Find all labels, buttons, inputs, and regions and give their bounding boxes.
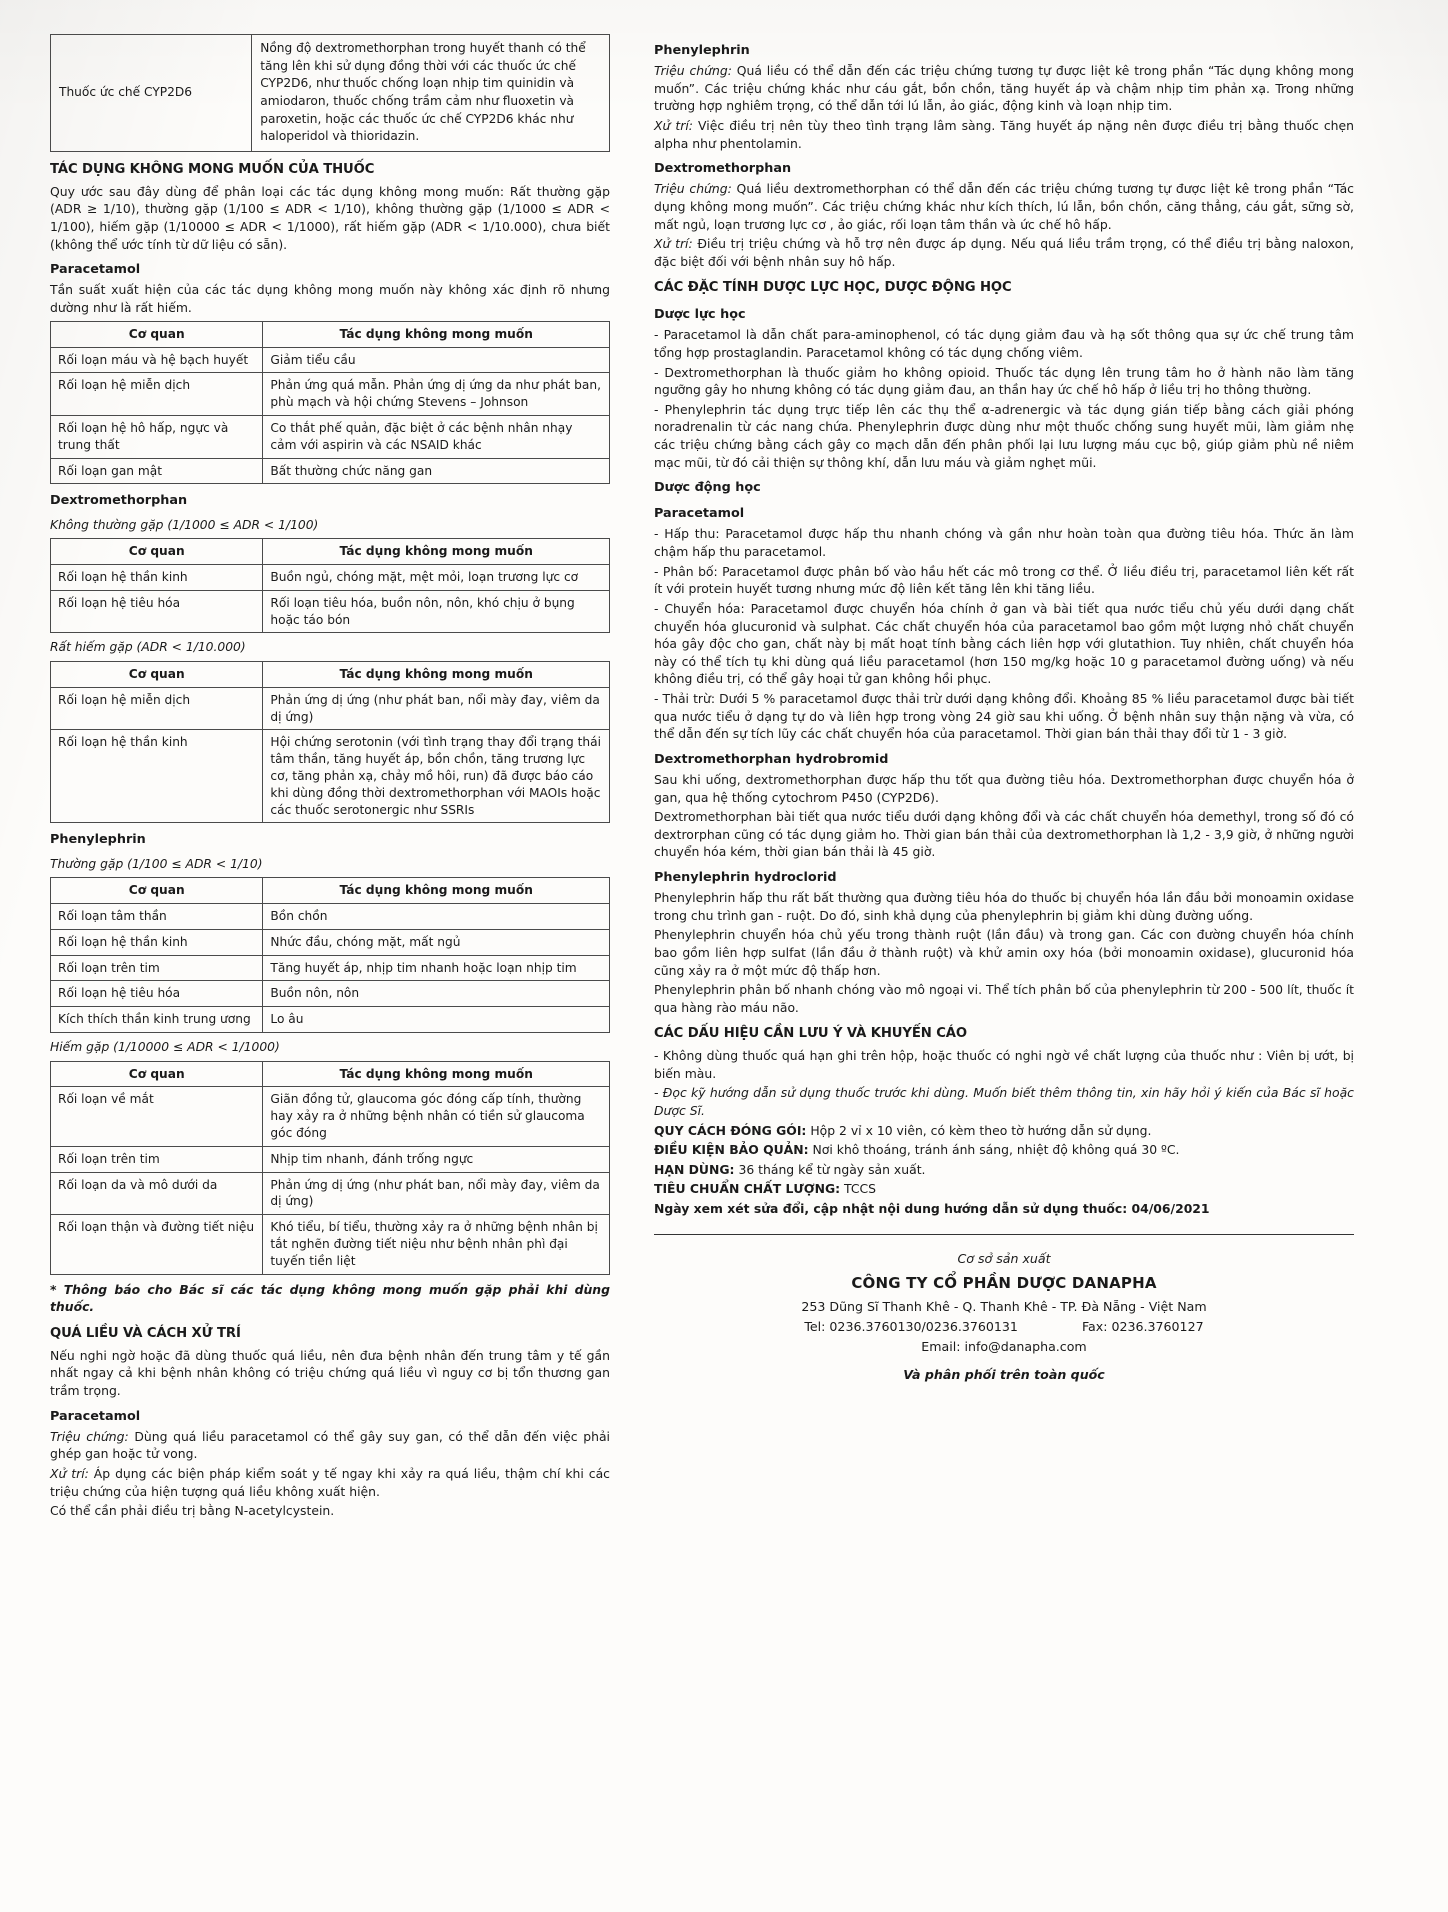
dextromethorphan-adr-table-uncommon [50, 538, 610, 633]
cell-organ: Rối loạn về mắt [51, 1087, 263, 1146]
table-row [51, 955, 610, 981]
cell-organ: Rối loạn thận và đường tiết niệu [51, 1215, 263, 1274]
cell-organ: Rối loạn hệ thần kinh [51, 564, 263, 590]
pk-phenylephrin-item: Phenylephrin chuyển hóa chủ yếu trong thành ruột (lần đầu) và trong gan. Các con đường chuyển hóa chính bao gồm liên hợp sulfat (lần đầu ở thành ruột) và khử amin oxy hóa (bởi monoamin oxidase), glucuronid hóa cũng xảy ra ở một mức độ thấp hơn. [654, 927, 1354, 978]
cell-effect: Phản ứng dị ứng (như phát ban, nổi mày đay, viêm da dị ứng) [263, 687, 610, 730]
section-adverse-effects: TÁC DỤNG KHÔNG MONG MUỐN CỦA THUỐC [50, 162, 375, 178]
table-row [51, 347, 610, 373]
packaging-label: QUY CÁCH ĐÓNG GÓI: [654, 1122, 807, 1138]
cell-organ: Rối loạn trên tim [51, 955, 263, 981]
table-row [51, 590, 610, 633]
table-row [51, 1215, 610, 1274]
column-header-effect: Tác dụng không mong muốn [263, 878, 610, 904]
symptoms-text: Dùng quá liều paracetamol có thể gây suy gan, có thể dẫn đến việc phải ghép gan hoặc tử vong. [50, 1428, 610, 1462]
table-row [51, 1087, 610, 1146]
overdose-paracetamol-extra: Có thể cần phải điều trị bằng N-acetylcystein. [50, 1503, 335, 1519]
table-row [51, 929, 610, 955]
storage-line [654, 1141, 1354, 1159]
table-row [51, 564, 610, 590]
cell-organ: Rối loạn trên tim [51, 1146, 263, 1172]
cell-organ: Rối loạn hệ miễn dịch [51, 687, 263, 730]
cell-effect: Khó tiểu, bí tiểu, thường xảy ra ở những bệnh nhân bị tắt nghẽn đường tiết niệu như bệnh nhân phì đại tuyến tiền liệt [263, 1215, 610, 1274]
standard-value: TCCS [840, 1181, 877, 1197]
treatment-text: Điều trị triệu chứng và hỗ trợ nên được áp dụng. Nếu quá liều trầm trọng, có thể điều trị bằng naloxon, đặc biệt đối với bệnh nhân suy hô hấp. [654, 236, 1354, 269]
frequency-label-rare: Hiếm gặp (1/10000 ≤ ADR < 1/1000) [50, 1040, 280, 1055]
manufacturer-label: Cơ sở sản xuất [957, 1250, 1051, 1266]
table-row [51, 730, 610, 823]
expiry-line [654, 1161, 1354, 1179]
table-header-row [51, 539, 610, 565]
symptoms-label: Triệu chứng: [654, 63, 732, 79]
left-column [50, 34, 610, 1884]
table-row [51, 1007, 610, 1033]
pk-phenylephrin-item: Phenylephrin hấp thu rất bất thường qua đường tiêu hóa do thuốc bị chuyển hóa lần đầu bởi monoamin oxidase trong chu trình gan - ruột. Do đó, sinh khả dụng của phenylephrin bị giảm khi dùng đường uống. [654, 890, 1354, 923]
distribution-note: Và phân phối trên toàn quốc [903, 1367, 1105, 1383]
column-header-organ: Cơ quan [51, 1061, 263, 1087]
packaging-value: Hộp 2 vỉ x 10 viên, có kèm theo tờ hướng dẫn sử dụng. [806, 1122, 1152, 1138]
pk-phenylephrin-heading: Phenylephrin hydroclorid [654, 870, 837, 885]
cell-effect: Buồn nôn, nôn [263, 981, 610, 1007]
subsection-pharmacodynamics: Dược lực học [654, 307, 746, 323]
subsection-dextromethorphan: Dextromethorphan [50, 493, 188, 509]
symptoms-text: Quá liều có thể dẫn đến các triệu chứng tương tự được liệt kê trong phần “Tác dụng không mong muốn”. Các triệu chứng khác như cáu gắt, bồn chồn, tăng huyết áp và chậm nhịp tim phản xạ. Trong những trường hợp nghiêm trọng, có thể dẫn tới lú lẫn, ảo giác, động kinh và loạn nhịp tim. [654, 63, 1354, 114]
column-header-organ: Cơ quan [51, 661, 263, 687]
cell-effect: Nhức đầu, chóng mặt, mất ngủ [263, 929, 610, 955]
storage-value: Nơi khô thoáng, tránh ánh sáng, nhiệt độ không quá 30 ºC. [808, 1142, 1180, 1158]
cell-organ: Rối loạn hệ thần kinh [51, 730, 263, 823]
pk-dextromethorphan-item: Dextromethorphan bài tiết qua nước tiểu dưới dạng không đổi và các chất chuyển hóa demethyl, trong số đó có dextrorphan cũng có tác dụng giảm ho. Thời gian bán thải của dextromethorphan là 1,2 - 3,9 giờ, ở những người chuyển hóa kém, thời gian bán thải là 45 giờ. [654, 809, 1354, 860]
overdose-dextromethorphan-heading: Dextromethorphan [654, 161, 792, 177]
column-header-organ: Cơ quan [51, 878, 263, 904]
cell-effect: Rối loạn tiêu hóa, buồn nôn, nôn, khó chịu ở bụng hoặc táo bón [263, 590, 610, 633]
overdose-paracetamol-symptoms [50, 1428, 610, 1463]
cell-organ: Kích thích thần kinh trung ương [51, 1007, 263, 1033]
cell-organ: Rối loạn hệ tiêu hóa [51, 981, 263, 1007]
cell-organ: Rối loạn hệ miễn dịch [51, 373, 263, 416]
section-pharmacology: CÁC ĐẶC TÍNH DƯỢC LỰC HỌC, DƯỢC ĐỘNG HỌC [654, 280, 1012, 296]
cell-organ: Rối loạn hệ hô hấp, ngực và trung thất [51, 415, 263, 458]
treatment-label: Xử trí: [654, 236, 693, 252]
table-row [51, 415, 610, 458]
symptoms-label: Triệu chứng: [50, 1428, 129, 1444]
contact-row [654, 1317, 1354, 1337]
cell-effect: Phản ứng quá mẫn. Phản ứng dị ứng da như phát ban, phù mạch và hội chứng Stevens – Johnson [263, 373, 610, 416]
table-row [51, 687, 610, 730]
cell-effect: Giãn đồng tử, glaucoma góc đóng cấp tính, thường hay xảy ra ở những bệnh nhân có tiền sử glaucoma góc đóng [263, 1087, 610, 1146]
pk-paracetamol-item: - Thải trừ: Dưới 5 % paracetamol được thải trừ dưới dạng không đổi. Khoảng 85 % liều paracetamol được bài tiết qua nước tiểu ở dạng tự do và liên hợp trong vòng 24 giờ sau khi uống. Ở bệnh nhân suy thận nặng và vừa, có thể dẫn đến sự tích lũy các chất chuyển hóa của paracetamol. Thời gian bán thải thay đổi từ 1 - 3 giờ. [654, 690, 1354, 742]
overdose-intro-text: Nếu nghi ngờ hoặc đã dùng thuốc quá liều, nên đưa bệnh nhân đến trung tâm y tế gần nhất ngay cả khi bệnh nhân không có triệu chứng quá liều vì nguy cơ bị tổn thương gan trầm trọng. [50, 1347, 610, 1398]
phenylephrin-adr-table-rare [50, 1061, 610, 1275]
column-header-effect: Tác dụng không mong muốn [263, 1061, 610, 1087]
table-row [51, 981, 610, 1007]
doctor-notice: * Thông báo cho Bác sĩ các tác dụng không mong muốn gặp phải khi dùng thuốc. [50, 1281, 610, 1315]
overdose-phenylephrin-heading: Phenylephrin [654, 43, 750, 58]
interaction-label: Thuốc ức chế CYP2D6 [51, 35, 252, 152]
pk-dextromethorphan-item: Sau khi uống, dextromethorphan được hấp thu tốt qua đường tiêu hóa. Dextromethorphan được chuyển hóa ở gan, qua hệ thống cytochrom P450 (CYP2D6). [654, 771, 1354, 805]
table-row [51, 35, 610, 152]
cell-effect: Giảm tiểu cầu [263, 347, 610, 373]
section-overdose: QUÁ LIỀU VÀ CÁCH XỬ TRÍ [50, 1326, 241, 1341]
cell-effect: Tăng huyết áp, nhịp tim nhanh hoặc loạn nhịp tim [263, 955, 610, 981]
subsection-paracetamol: Paracetamol [50, 262, 141, 278]
overdose-dextromethorphan-treatment [654, 235, 1354, 270]
pk-dextromethorphan-heading: Dextromethorphan hydrobromid [654, 751, 889, 767]
table-header-row [51, 1061, 610, 1087]
cell-organ: Rối loạn hệ tiêu hóa [51, 590, 263, 633]
column-header-effect: Tác dụng không mong muốn [263, 321, 610, 347]
paracetamol-intro-text: Tần suất xuất hiện của các tác dụng không mong muốn này không xác định rõ nhưng dường như là rất hiếm. [50, 282, 610, 316]
expiry-value: 36 tháng kể từ ngày sản xuất. [734, 1161, 926, 1177]
pd-item: - Phenylephrin tác dụng trực tiếp lên các thụ thể α-adrenergic và tác dụng gián tiếp bằng cách giải phóng noradrenalin từ các nang chứa. Phenylephrin được dùng như một thuốc chống sung huyết mũi, làm giảm nhẹ các triệu chứng bằng cách gây co mạch dẫn đến phân phối lại lưu lượng máu cục bộ, giúp giảm phù nề niêm mạc mũi, từ đó cải thiện sự thông khí, dẫn lưu máu và giảm nghẹt mũi. [654, 401, 1354, 470]
overdose-phenylephrin-treatment [654, 117, 1354, 152]
treatment-text: Áp dụng các biện pháp kiểm soát y tế ngay khi xảy ra quá liều, thậm chí khi các triệu chứng của hiện tượng quá liều không xuất hiện. [50, 1465, 610, 1499]
frequency-label-uncommon: Không thường gặp (1/1000 ≤ ADR < 1/100) [50, 517, 319, 532]
symptoms-label: Triệu chứng: [654, 181, 732, 197]
paracetamol-adr-table [50, 321, 610, 485]
subsection-pharmacokinetics: Dược động học [654, 480, 761, 496]
standard-line [654, 1180, 1354, 1198]
cell-effect: Phản ứng dị ứng (như phát ban, nổi mày đay, viêm da dị ứng) [263, 1172, 610, 1215]
cell-organ: Rối loạn tâm thần [51, 903, 263, 929]
table-header-row [51, 878, 610, 904]
company-email: Email: info@danapha.com [921, 1339, 1087, 1355]
warning-item: - Không dùng thuốc quá hạn ghi trên hộp, hoặc thuốc có nghi ngờ về chất lượng của thuốc như : Viên bị ướt, bị biến màu. [654, 1048, 1354, 1081]
cell-effect: Nhịp tim nhanh, đánh trống ngực [263, 1146, 610, 1172]
packaging-line [654, 1122, 1354, 1140]
cell-organ: Rối loạn máu và hệ bạch huyết [51, 347, 263, 373]
table-row [51, 903, 610, 929]
overdose-dextromethorphan-symptoms [654, 180, 1354, 233]
storage-label: ĐIỀU KIỆN BẢO QUẢN: [654, 1142, 809, 1158]
company-address: 253 Dũng Sĩ Thanh Khê - Q. Thanh Khê - TP. Đà Nẵng - Việt Nam [801, 1298, 1207, 1314]
revision-value: 04/06/2021 [1127, 1201, 1210, 1217]
revision-label: Ngày xem xét sửa đổi, cập nhật nội dung hướng dẫn sử dụng thuốc: [654, 1201, 1128, 1217]
table-row [51, 373, 610, 416]
manufacturer-footer [654, 1234, 1354, 1386]
pk-paracetamol-heading: Paracetamol [654, 506, 745, 522]
table-header-row [51, 661, 610, 687]
overdose-paracetamol-treatment [50, 1465, 610, 1500]
cell-organ: Rối loạn hệ thần kinh [51, 929, 263, 955]
treatment-text: Việc điều trị nên tùy theo tình trạng lâm sàng. Tăng huyết áp nặng nên được điều trị bằng thuốc chẹn alpha như phentolamin. [654, 117, 1354, 151]
pk-phenylephrin-item: Phenylephrin phân bố nhanh chóng vào mô ngoại vi. Thể tích phân bố của phenylephrin từ 200 - 500 lít, thuốc ít qua hàng rào máu não. [654, 982, 1354, 1015]
table-row [51, 1172, 610, 1215]
symptoms-text: Quá liều dextromethorphan có thể dẫn đến các triệu chứng tương tự được liệt kê trong phần “Tác dụng không mong muốn”. Các triệu chứng khác như kích thích, lú lẫn, bồn chồn, căng thẳng, cáu gắt, sững sờ, mất ngủ, loạn trương lực cơ , ảo giác, rối loạn tâm thần và ức chế hô hấp. [654, 181, 1354, 232]
treatment-label: Xử trí: [50, 1465, 89, 1481]
table-header-row [51, 321, 610, 347]
cell-effect: Bất thường chức năng gan [263, 458, 610, 484]
cell-effect: Lo âu [263, 1007, 610, 1033]
overdose-phenylephrin-symptoms [654, 62, 1354, 115]
cell-effect: Hội chứng serotonin (với tình trạng thay đổi trạng thái tâm thần, tăng huyết áp, bồn chồn, tăng trương lực cơ, tăng phản xạ, chảy mồ hôi, run) đã được báo cáo khi dùng đồng thời dextromethorphan với MAOIs hoặc các thuốc serotonergic như SSRIs [263, 730, 610, 823]
warning-item-italic: - Đọc kỹ hướng dẫn sử dụng thuốc trước khi dùng. Muốn biết thêm thông tin, xin hãy hỏi ý kiến của Bác sĩ hoặc Dược Sĩ. [654, 1085, 1354, 1118]
column-header-effect: Tác dụng không mong muốn [263, 539, 610, 565]
frequency-label-common: Thường gặp (1/100 ≤ ADR < 1/10) [50, 856, 263, 871]
cell-effect: Bồn chồn [263, 903, 610, 929]
cell-effect: Buồn ngủ, chóng mặt, mệt mỏi, loạn trương lực cơ [263, 564, 610, 590]
right-column [654, 34, 1354, 1884]
column-header-organ: Cơ quan [51, 539, 263, 565]
pd-item: - Paracetamol là dẫn chất para-aminophenol, có tác dụng giảm đau và hạ sốt thông qua sự ức chế trung tâm tổng hợp prostaglandin. Paracetamol không có tác dụng chống viêm. [654, 327, 1354, 360]
dextromethorphan-adr-table-very-rare [50, 661, 610, 824]
cell-organ: Rối loạn da và mô dưới da [51, 1172, 263, 1215]
revision-line [654, 1200, 1354, 1218]
overdose-paracetamol-heading: Paracetamol [50, 1408, 141, 1424]
section-warnings: CÁC DẤU HIỆU CẦN LƯU Ý VÀ KHUYẾN CÁO [654, 1026, 967, 1042]
company-name: CÔNG TY CỔ PHẦN DƯỢC DANAPHA [851, 1273, 1157, 1292]
cell-effect: Co thắt phế quản, đặc biệt ở các bệnh nhân nhạy cảm với aspirin và các NSAID khác [263, 415, 610, 458]
company-fax: Fax: 0236.3760127 [1081, 1318, 1204, 1334]
standard-label: TIÊU CHUẨN CHẤT LƯỢNG: [654, 1181, 841, 1197]
cyp2d6-interaction-table [50, 34, 610, 152]
interaction-value: Nồng độ dextromethorphan trong huyết thanh có thể tăng lên khi sử dụng đồng thời với các thuốc ức chế CYP2D6, như thuốc chống loạn nhịp tim quinidin và amiodaron, thuốc chống trầm cảm như fluoxetin và paroxetin, hoặc các thuốc ức chế CYP2D6 khác như haloperidol và thioridazin. [252, 35, 610, 152]
pk-paracetamol-item: - Hấp thu: Paracetamol được hấp thu nhanh chóng và gần như hoàn toàn qua đường tiêu hóa. Thức ăn làm chậm hấp thu paracetamol. [654, 526, 1354, 560]
cell-organ: Rối loạn gan mật [51, 458, 263, 484]
adverse-intro-text: Quy ước sau đây dùng để phân loại các tác dụng không mong muốn: Rất thường gặp (ADR ≥ 1/10), thường gặp (1/100 ≤ ADR < 1/10), không thường gặp (1/1000 ≤ ADR < 1/100), hiếm gặp (1/10000 ≤ ADR < 1/1000), rất hiếm gặp (ADR < 1/10.000), chưa biết (không thể ước tính từ dữ liệu có sẵn). [50, 183, 610, 252]
frequency-label-very-rare: Rất hiếm gặp (ADR < 1/10.000) [50, 640, 246, 655]
phenylephrin-adr-table-common [50, 877, 610, 1033]
table-row [51, 458, 610, 484]
expiry-label: HẠN DÙNG: [654, 1161, 735, 1177]
column-header-effect: Tác dụng không mong muốn [263, 661, 610, 687]
subsection-phenylephrin: Phenylephrin [50, 832, 146, 848]
two-column-layout [50, 34, 1400, 1884]
company-tel: Tel: 0236.3760130/0236.3760131 [804, 1318, 1018, 1334]
pk-paracetamol-item: - Phân bố: Paracetamol được phân bố vào hầu hết các mô trong cơ thể. Ở liều điều trị, paracetamol liên kết rất ít với protein huyết tương nhưng mức độ liên kết tăng lên khi tăng liều. [654, 563, 1354, 597]
column-header-organ: Cơ quan [51, 321, 263, 347]
pk-paracetamol-item: - Chuyển hóa: Paracetamol được chuyển hóa chính ở gan và bài tiết qua nước tiểu chủ yếu dưới dạng chất chuyển hóa glucuronid và sulphat. Các chất chuyển hóa của paracetamol bao gồm một lượng nhỏ chất chuyển hóa gây độc cho gan, chất này bị mất hoạt tính bằng cách liên hợp với glutathion. Tuy nhiên, chất chuyển hóa này có thể tích tụ khi dùng quá liều paracetamol (hơn 150 mg/kg hoặc 10 g paracetamol đường uống) và nếu không điều trị, có thể gây hoại tử gan không hồi phục. [654, 600, 1354, 687]
table-row [51, 1146, 610, 1172]
pd-item: - Dextromethorphan là thuốc giảm ho không opioid. Thuốc tác dụng lên trung tâm ho ở hành não làm tăng ngưỡng gây ho nhưng không có tác dụng giảm đau, an thần hay ức chế hô hấp ở liều trị ho thông thường. [654, 364, 1354, 398]
treatment-label: Xử trí: [654, 117, 693, 133]
